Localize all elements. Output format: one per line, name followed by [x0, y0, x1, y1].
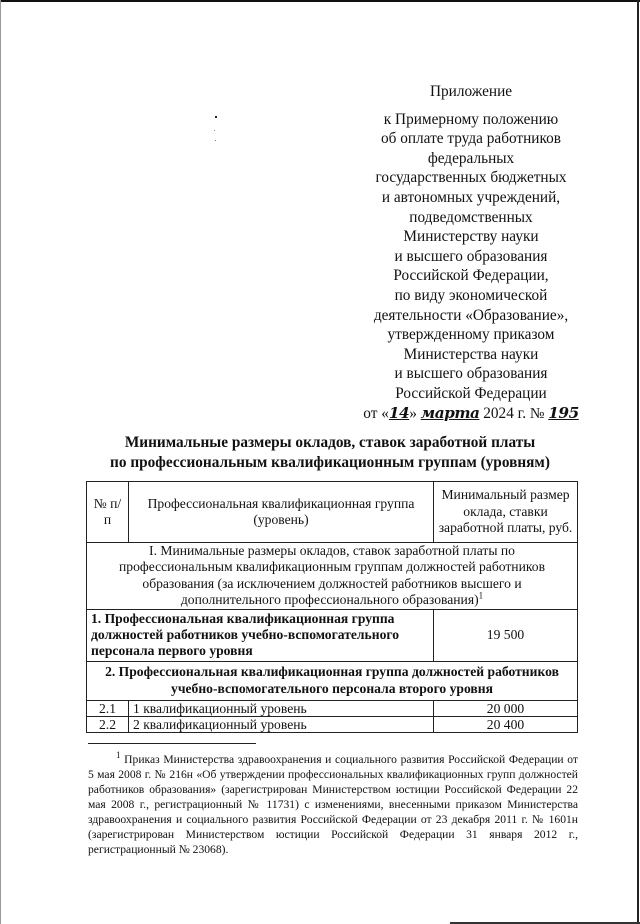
appendix-line: к Примерному положению: [383, 110, 559, 128]
document-heading: [90, 433, 570, 472]
handwritten-day: 14: [388, 403, 410, 422]
appendix-line: Российской Федерации,: [393, 267, 549, 285]
appendix-line: Российской Федерации: [395, 384, 547, 402]
footnote-ref: 1: [478, 590, 484, 601]
group-header-row: [87, 661, 578, 700]
appendix-line: деятельности «Образование»,: [373, 306, 569, 324]
appendix-line: и автономных учреждений,: [381, 188, 561, 206]
row-level: 2 квалификационный уровень: [129, 716, 434, 732]
appendix-line: Министерству науки: [403, 228, 539, 246]
appendix-line: федеральных: [427, 149, 515, 167]
appendix-line: утвержденному приказом: [387, 326, 555, 344]
row-num: 2.1: [87, 700, 129, 716]
handwritten-order-number: 195: [548, 403, 579, 422]
table-row: [87, 609, 578, 661]
section-title-cell: [87, 543, 578, 610]
appendix-line: государственных бюджетных: [375, 169, 567, 187]
footnote-marker: 1: [116, 750, 121, 761]
scan-edge-right: [637, 0, 639, 924]
header-salary: Минимальный размер оклада, ставки заработной платы, руб.: [434, 482, 578, 543]
row-value: 20 400: [434, 716, 578, 732]
row-level: 1 квалификационный уровень: [129, 700, 434, 716]
scan-speck: [215, 116, 217, 118]
group2-name: 2. Профессиональная квалификационная группа должностей работников учебно-вспомогательного персонала второго уровня: [87, 661, 578, 700]
appendix-line: и высшего образования: [394, 247, 548, 265]
scan-edge-top: [0, 0, 640, 2]
salary-table: [86, 481, 578, 733]
footnote-text: Приказ Министерства здравоохранения и социального развития Российской Федерации от 5 мая 2008 г. № 216н «Об утверждении профессиональных квалификационных групп должностей работников образования» (зарегистрирован Министерством юстиции Российской Федерации 22 мая 2008 г., регистрационный № 11731) с изменениями, внесенными приказом Министерства здравоохранения и социального развития Российской Федерации от 23 декабря 2011 г. № 1601н (зарегистрирован Министерством юстиции Российской Федерации 31 января 2012 г., регистрационный № 23068).: [88, 753, 578, 856]
footnote: [88, 752, 578, 857]
date-prefix: от «: [363, 404, 389, 422]
table-row: [87, 700, 578, 716]
footnote-divider: [88, 743, 256, 744]
section-row: [87, 543, 578, 610]
appendix-line: Министерства науки: [403, 345, 539, 363]
table-header-row: [87, 482, 578, 543]
row-value: 20 000: [434, 700, 578, 716]
scan-edge-left: [0, 0, 1, 924]
scan-speck: [214, 130, 215, 131]
appendix-header: [356, 82, 586, 423]
appendix-line: об оплате труда работников: [380, 130, 562, 148]
row-num: 2.2: [87, 716, 129, 732]
scan-speck: [215, 140, 216, 141]
group1-name: 1. Профессиональная квалификационная группа должностей работников учебно-вспомогательного персонала первого уровня: [87, 609, 434, 661]
appendix-line: и высшего образования: [394, 365, 548, 383]
appendix-line: по виду экономической: [394, 286, 548, 304]
heading-line-1: Минимальные размеры окладов, ставок заработной платы: [124, 434, 536, 451]
header-group: Профессиональная квалификационная группа (уровень): [129, 482, 434, 543]
table-row: [87, 716, 578, 732]
date-mid: »: [409, 404, 421, 422]
appendix-line: подведомственных: [409, 208, 533, 226]
header-num: № п/п: [87, 482, 129, 543]
group1-value: 19 500: [434, 609, 578, 661]
date-year: 2024 г. №: [479, 404, 549, 422]
heading-line-2: по профессиональным квалификационным группам (уровням): [110, 453, 550, 471]
order-date-signature: [356, 404, 586, 424]
appendix-title: Приложение: [429, 83, 513, 100]
handwritten-month: марта: [420, 403, 480, 422]
section-title: I. Минимальные размеры окладов, ставок заработной платы по профессиональным квалификационным группам должностей работников образования (за исключением должностей работников высшего и дополнительного профессионального образования): [119, 543, 545, 608]
